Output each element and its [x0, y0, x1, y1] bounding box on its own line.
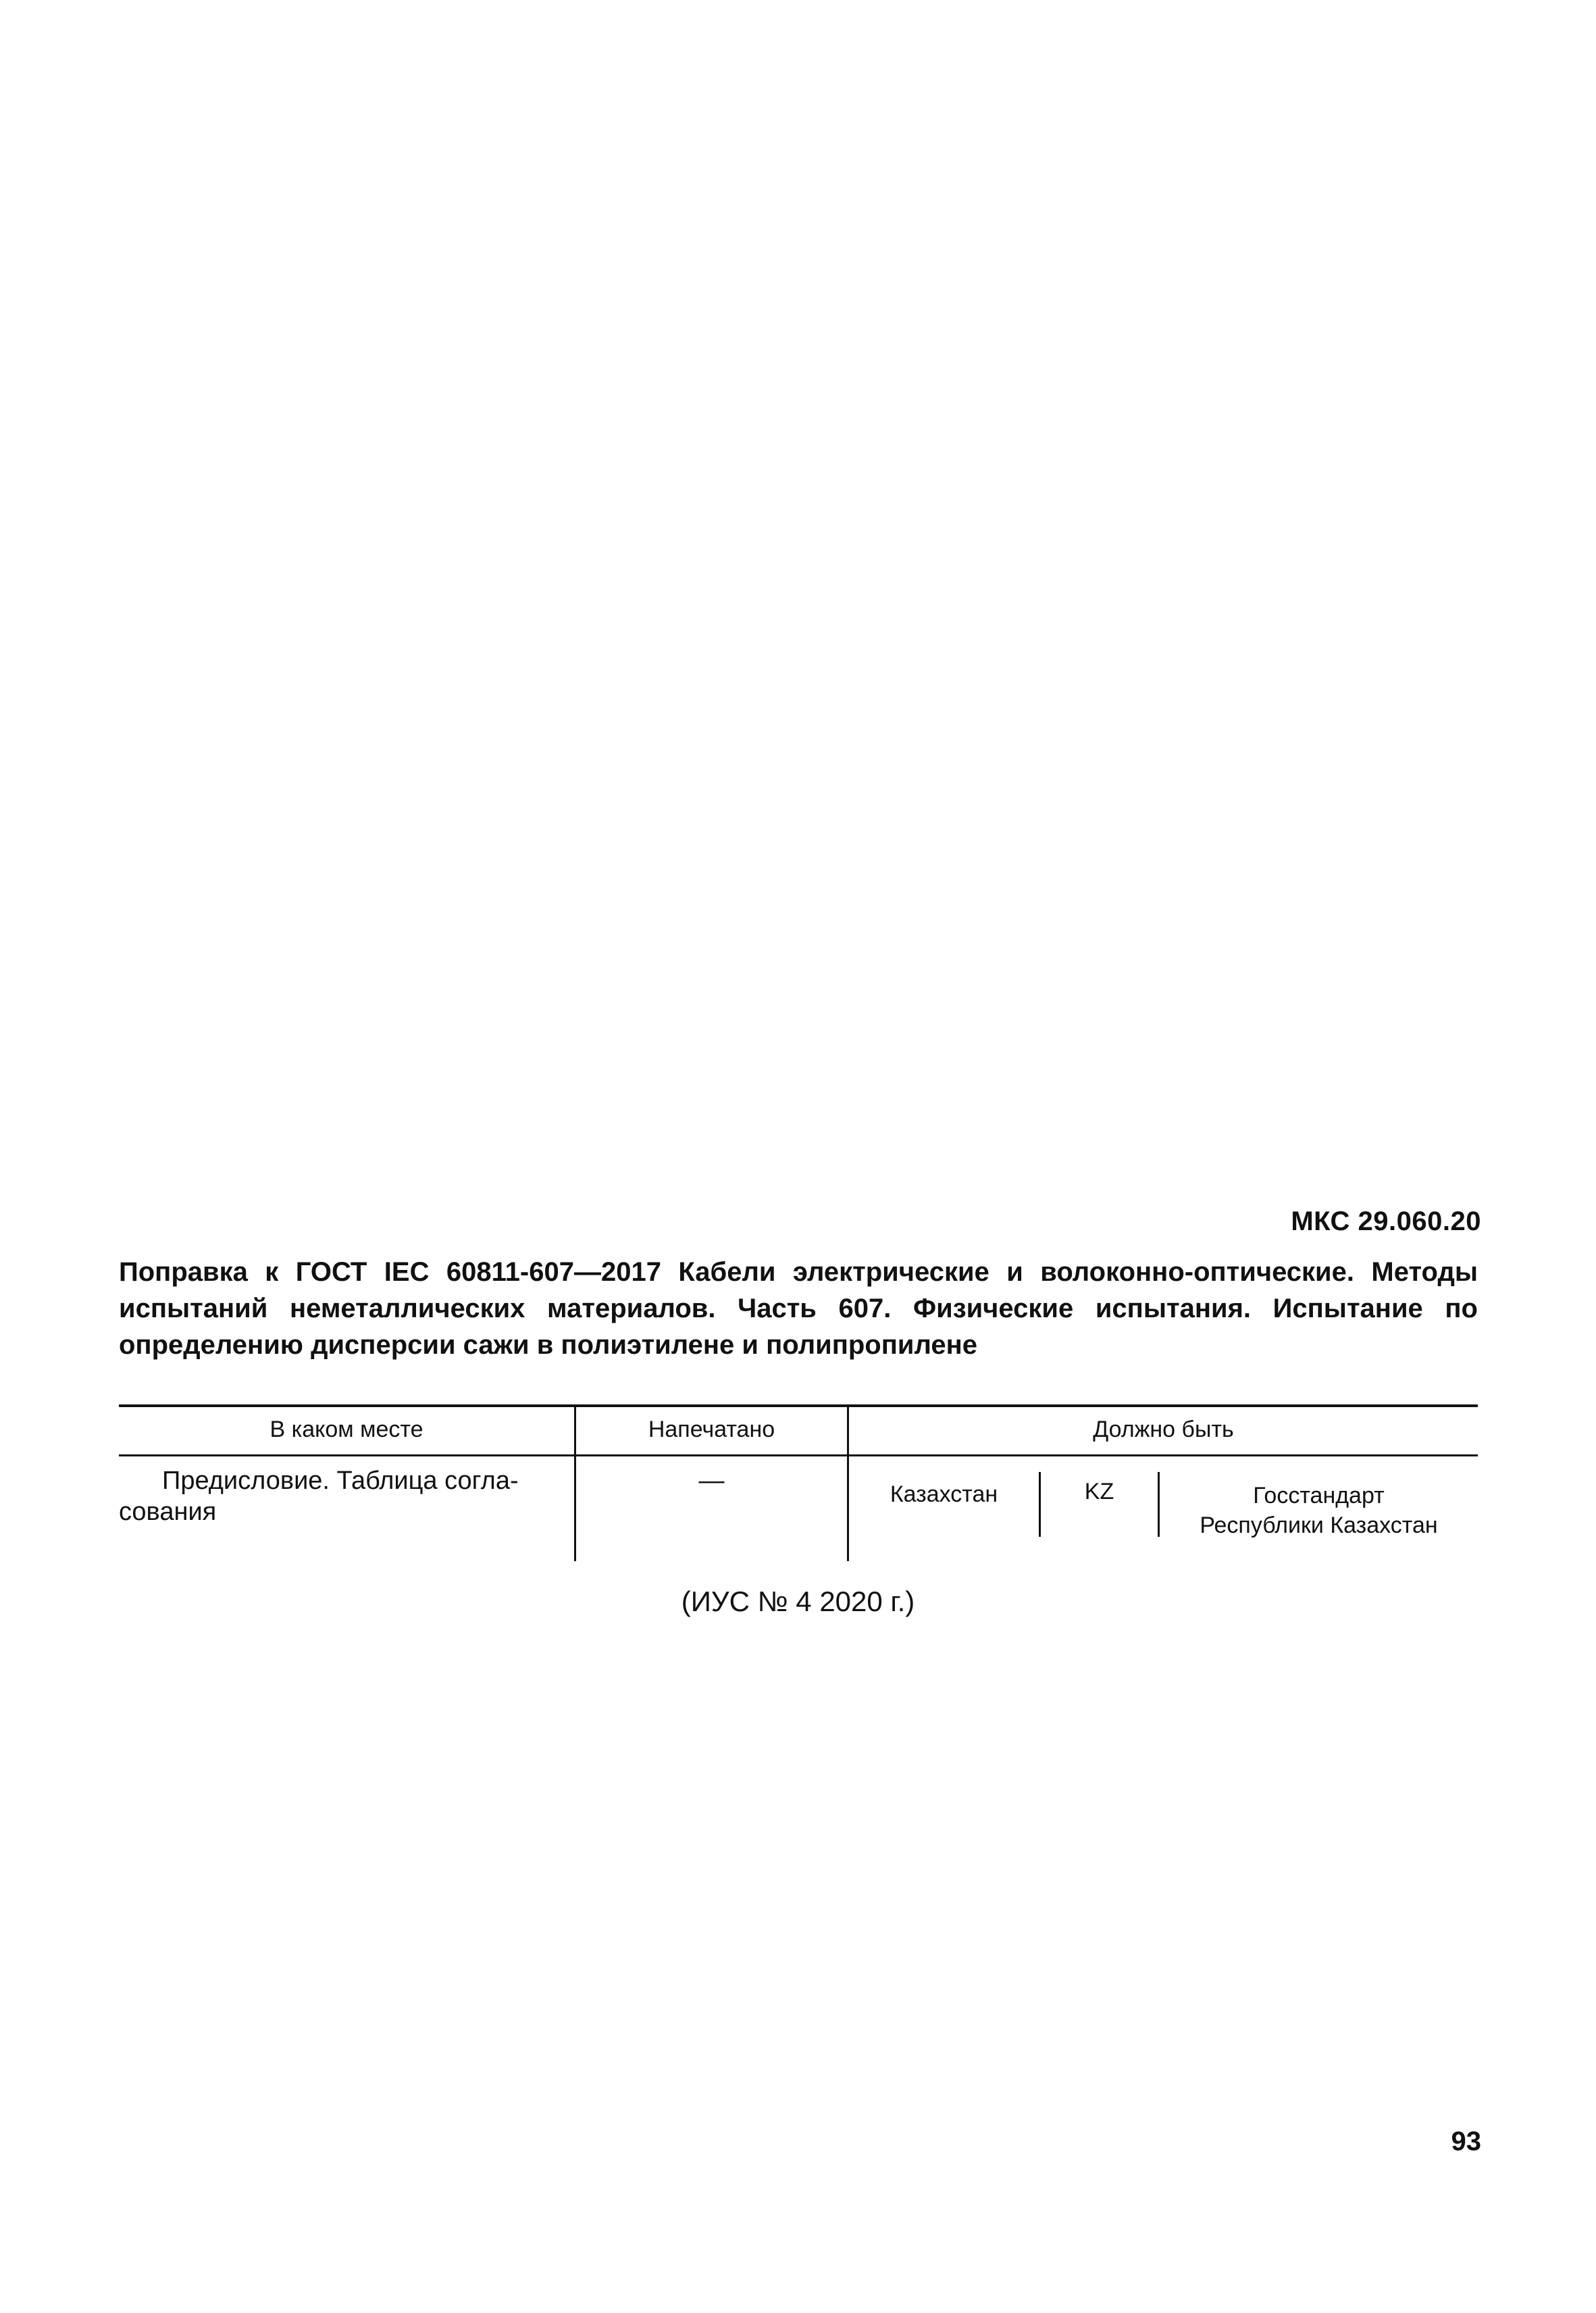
amendment-table — [119, 1404, 1478, 1561]
header-should-be: Должно быть — [1093, 1417, 1234, 1442]
ius-reference: (ИУС № 4 2020 г.) — [681, 1585, 915, 1617]
table-top-rule — [119, 1404, 1478, 1407]
header-printed: Напечатано — [648, 1417, 775, 1442]
mks-code: МКС 29.060.20 — [1291, 1206, 1481, 1236]
country-code: KZ — [1084, 1479, 1114, 1504]
document-title: Поправка к ГОСТ IEC 60811-607—2017 Кабели электрические и волоконно-оптические. Методы испытаний неметаллических материалов. Часть 607. Физические испытания. Испытание по определению дисперсии сажи в полиэтилене и полипропилене — [119, 1257, 1478, 1360]
standards-body-line-2: Республики Казахстан — [1200, 1513, 1438, 1538]
table-header-rule — [119, 1454, 1478, 1456]
printed-value: — — [698, 1467, 725, 1495]
standards-body-line-1: Госстандарт — [1253, 1483, 1385, 1508]
where-line-1: Предисловие. Таблица согла- — [162, 1467, 519, 1495]
header-where: В каком месте — [269, 1417, 423, 1442]
where-line-2: сования — [119, 1498, 217, 1526]
page-number: 93 — [1451, 2127, 1481, 2156]
country-name: Казахстан — [890, 1481, 998, 1507]
